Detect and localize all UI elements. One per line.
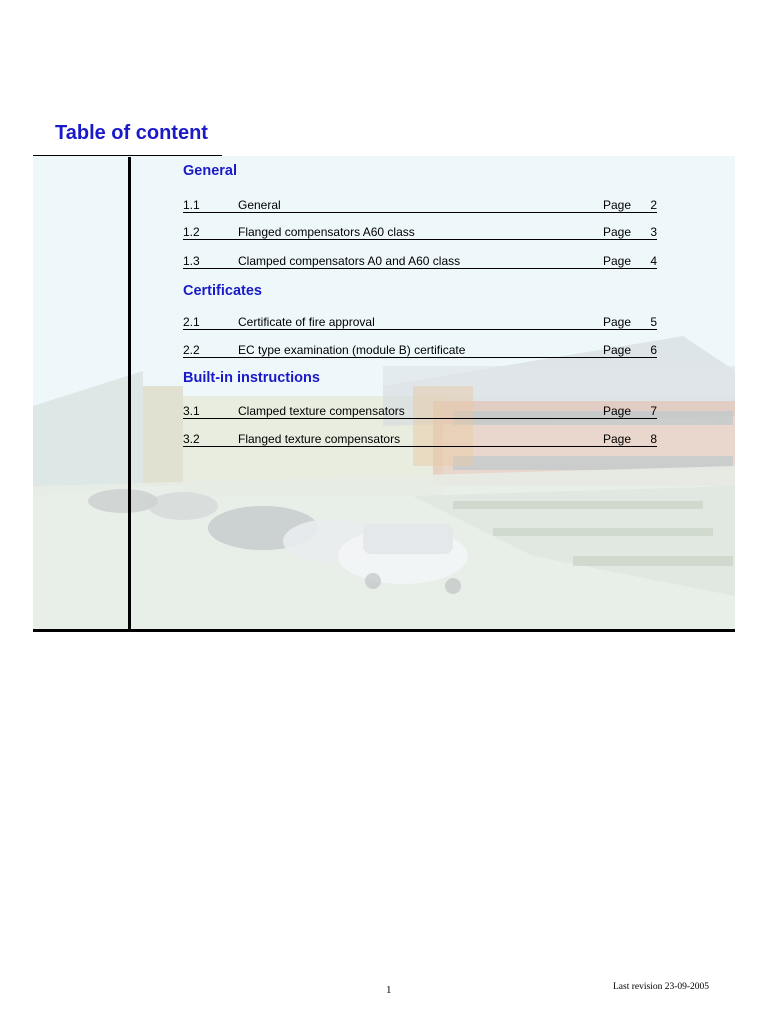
toc-page-label: Page [603,343,632,357]
toc-number: 1.1 [183,198,200,212]
toc-number: 3.2 [183,432,200,446]
toc-entry-1-2[interactable] [183,223,657,240]
bottom-divider [33,629,735,632]
toc-page-label: Page [603,225,632,239]
section-heading-built-in-instructions: Built-in instructions [183,370,320,386]
toc-text: Certificate of fire approval [238,315,375,329]
toc-entry-2-2[interactable] [183,341,657,358]
vertical-divider [128,157,131,630]
toc-number: 2.1 [183,315,200,329]
toc-page-label: Page [603,254,632,268]
toc-page-number: 3 [650,225,657,239]
toc-page-number: 6 [650,343,657,357]
toc-text: Clamped texture compensators [238,404,405,418]
toc-page-label: Page [603,198,632,212]
toc-entry-3-1[interactable] [183,402,657,419]
footer-page-number: 1 [386,984,392,996]
toc-page-number: 2 [650,198,657,212]
toc-text: Flanged texture compensators [238,432,401,446]
toc-page-number: 4 [650,254,657,268]
toc-page-label: Page [603,315,632,329]
toc-entry-2-1[interactable] [183,313,657,330]
toc-page-label: Page [603,404,632,418]
toc-text: Flanged compensators A60 class [238,225,415,239]
toc-page-number: 5 [650,315,657,329]
section-heading-certificates: Certificates [183,283,262,299]
toc-number: 3.1 [183,404,200,418]
section-heading-general: General [183,163,237,179]
toc-page-label: Page [603,432,632,446]
toc-entry-1-1[interactable] [183,196,657,213]
toc-text: EC type examination (module B) certificate [238,343,466,357]
toc-page-number: 8 [650,432,657,446]
toc-number: 1.3 [183,254,200,268]
toc-text: Clamped compensators A0 and A60 class [238,254,461,268]
toc-number: 2.2 [183,343,200,357]
toc-page-number: 7 [650,404,657,418]
footer-last-revision: Last revision 23-09-2005 [613,982,710,992]
toc-entry-3-2[interactable] [183,430,657,447]
toc-entry-1-3[interactable] [183,252,657,269]
toc-text: General [238,198,281,212]
page-title: Table of content [55,122,208,144]
toc-number: 1.2 [183,225,200,239]
